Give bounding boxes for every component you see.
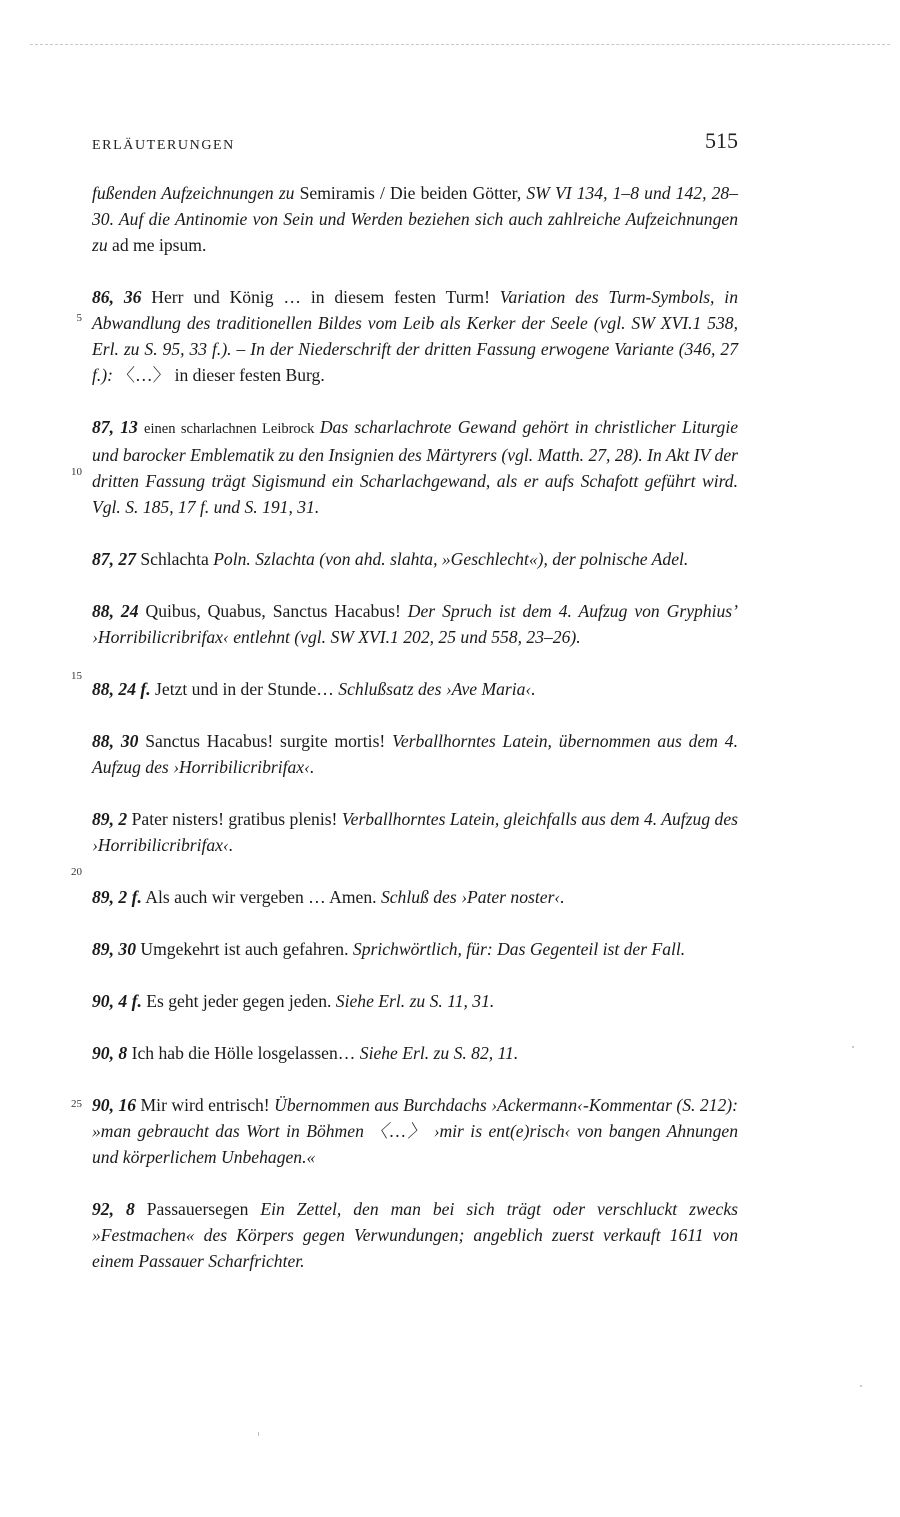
commentary-entry [92,728,738,780]
line-reference: 88, 24 f. [92,679,151,699]
line-number: 5 [76,312,82,324]
line-number: 20 [71,866,82,878]
commentary-entry [92,676,738,702]
scan-speck [860,1385,862,1387]
lemma-text: Quibus, Quabus, Sanctus Hacabus! [145,601,408,621]
commentary-text: fußenden Aufzeichnungen zu [92,183,300,203]
commentary-entry [92,1092,738,1170]
commentary-entry [92,806,738,858]
line-number: 15 [71,670,82,682]
line-reference: 86, 36 [92,287,142,307]
line-reference: 87, 13 [92,417,138,437]
line-reference: 90, 16 [92,1095,137,1115]
commentary-body [92,180,738,1300]
commentary-text: Variation des Turm-Symbols, in Abwandlung des traditionellen Bildes vom Leib als Kerker der Seele (vgl. SW XVI.1 538, Erl. zu S. 95, 33 f.). – In der Niederschrift der dritten Fassung erwogene Variante (346, 27 f.): [92,287,738,385]
running-head: ERLÄUTERUNGEN [92,138,235,153]
line-reference: 89, 2 [92,809,128,829]
line-reference: 90, 4 f. [92,991,142,1011]
commentary-text: Verballhorntes Latein, gleichfalls aus dem 4. Aufzug des ›Horribilicribrifax‹. [92,809,738,855]
lemma-text: Es geht jeder gegen jeden. [146,991,336,1011]
line-reference: 89, 30 [92,939,136,959]
commentary-text: SW VI 134, 1–8 und 142, 28–30. Auf die Antinomie von Sein und Werden beziehen sich auch zahlreiche Aufzeichnungen zu [92,183,739,255]
lemma-text: Passauersegen [146,1199,261,1219]
lemma-text: Ich hab die Hölle losgelassen… [131,1043,360,1063]
line-reference: 90, 8 [92,1043,128,1063]
commentary-entry [92,414,738,520]
lemma-text: Als auch wir vergeben … Amen. [145,887,381,907]
commentary-entry [92,1040,738,1066]
line-reference: 92, 8 [92,1199,135,1219]
lemma-text: einen scharlachnen Leibrock [144,421,320,437]
commentary-text: Siehe Erl. zu S. 11, 31. [335,991,495,1011]
commentary-text: Siehe Erl. zu S. 82, 11. [359,1043,519,1063]
commentary-text: Ein Zettel, den man bei sich trägt oder verschluckt zwecks »Festmachen« des Körpers gegen Verwundungen; angeblich zuerst verkauft 1611 von einem Passauer Scharfrichter. [92,1199,739,1271]
commentary-entry [92,546,738,572]
commentary-entry [92,284,738,388]
commentary-text: Verballhorntes Latein, übernommen aus dem 4. Aufzug des ›Horribilicribrifax‹. [92,731,739,777]
page-number: 515 [705,128,738,153]
commentary-text: Poln. Szlachta (von ahd. slahta, »Geschlecht«), der polnische Adel. [213,549,689,569]
line-number: 10 [71,466,82,478]
commentary-text: Der Spruch ist dem 4. Aufzug von Gryphius’ ›Horribilicribrifax‹ entlehnt (vgl. SW XVI.1 202, 25 und 558, 23–26). [92,601,739,647]
scan-edge-line [30,44,890,45]
lemma-text: Sanctus Hacabus! surgite mortis! [145,731,393,751]
commentary-entry [92,988,738,1014]
lemma-text: 〈…〉 in dieser festen Burg. [117,365,325,385]
lemma-text: ad me ipsum. [112,235,207,255]
line-number: 25 [71,1098,82,1110]
line-reference: 87, 27 [92,549,136,569]
page-header [92,128,738,164]
lemma-text: Herr und König … in diesem festen Turm! [151,287,500,307]
line-reference: 88, 24 [92,601,139,621]
commentary-text: Sprichwörtlich, für: Das Gegenteil ist der Fall. [352,939,686,959]
commentary-entry [92,936,738,962]
scan-speck [852,1046,854,1048]
commentary-text: Das scharlachrote Gewand gehört in christlicher Liturgie und barocker Emblematik zu den Insignien des Märtyrers (vgl. Matth. 27, 28). In Akt IV der dritten Fassung trägt Sigismund ein Scharlachgewand, als er aufs Schafott geführt wird. Vgl. S. 185, 17 f. und S. 191, 31. [92,417,739,517]
lemma-text: Pater nisters! gratibus plenis! [131,809,342,829]
lemma-text: Umgekehrt ist auch gefahren. [140,939,353,959]
line-reference: 88, 30 [92,731,139,751]
commentary-text: Übernommen aus Burchdachs ›Ackermann‹-Kommentar (S. 212): »man gebraucht das Wort in Böhmen 〈…〉 ›mir is ent(e)risch‹ von bangen Ahnungen und körperlichem Unbehagen.« [92,1095,739,1167]
line-reference: 89, 2 f. [92,887,142,907]
lemma-text: Schlachta [140,549,214,569]
commentary-entry [92,598,738,650]
commentary-entry [92,1196,738,1274]
commentary-entry [92,884,738,910]
lemma-text: Jetzt und in der Stunde… [155,679,339,699]
commentary-text: Schlußsatz des ›Ave Maria‹. [338,679,536,699]
scan-speck [258,1432,259,1436]
lemma-text: Semiramis / Die beiden Götter, [299,183,527,203]
lemma-text: Mir wird entrisch! [140,1095,275,1115]
commentary-text: Schluß des ›Pater noster‹. [380,887,565,907]
commentary-entry [92,180,738,258]
